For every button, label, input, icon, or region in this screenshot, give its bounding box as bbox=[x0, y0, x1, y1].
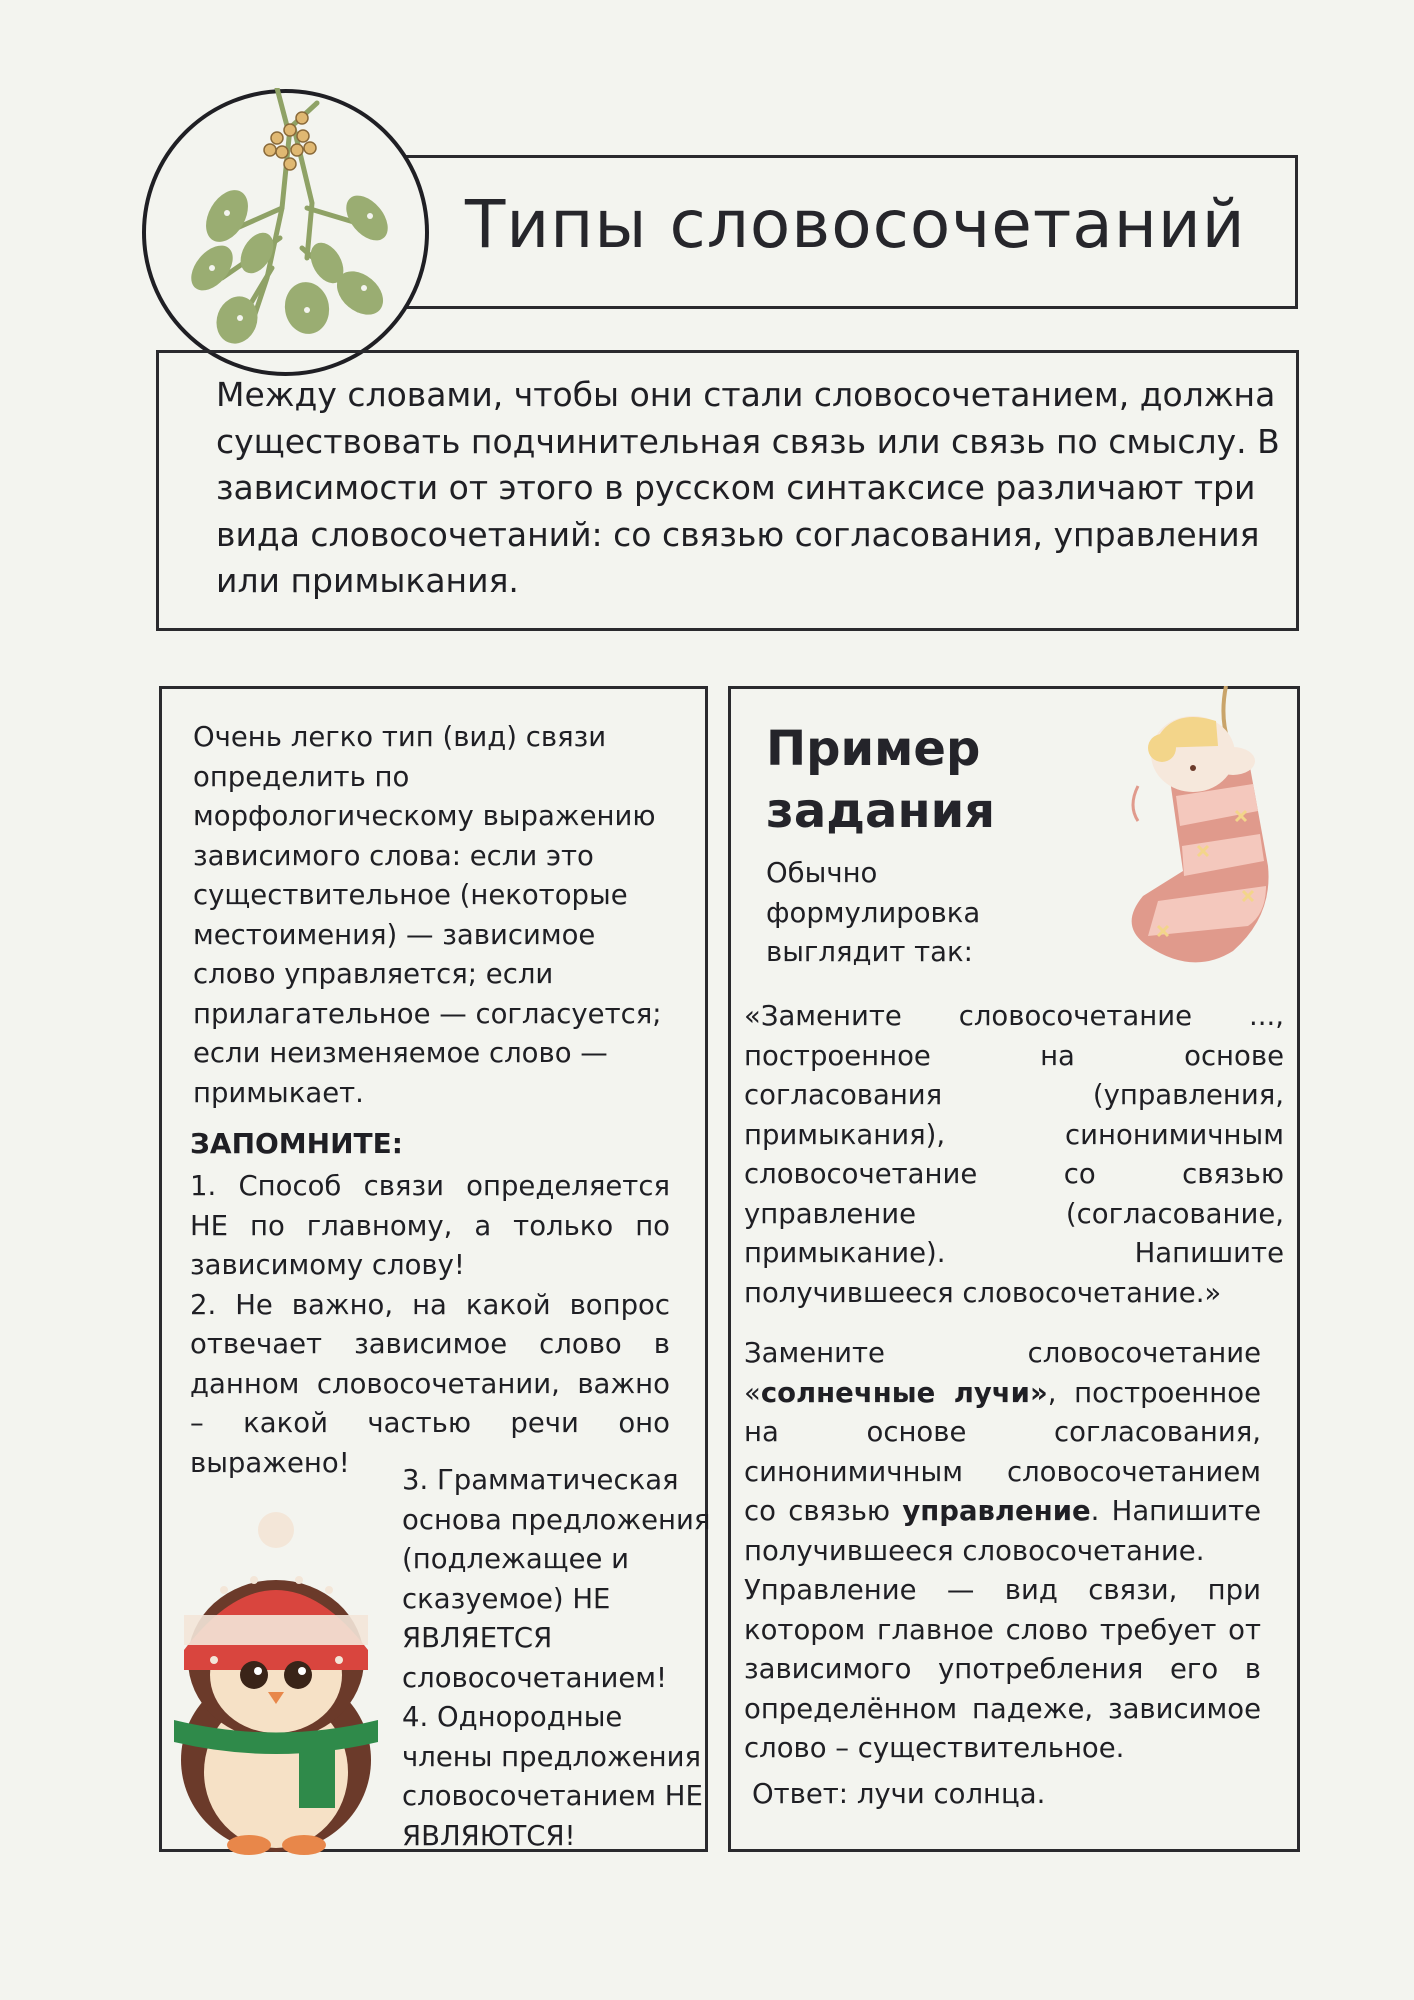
task-part-1: Замените словосочетание « bbox=[744, 1337, 1261, 1409]
task-part-2: , построенное на основе согласования, синонимичным словосочетанием со связью bbox=[744, 1376, 1261, 1527]
remember-heading: ЗАПОМНИТЕ: bbox=[190, 1127, 403, 1160]
task-paragraph bbox=[744, 1334, 1261, 1571]
left-intro-paragraph: Очень легко тип (вид) связи определить по морфологическому выражению зависимого слова: если это существительное (некоторые местоимения) — зависимое слово управляется; если прилагательное — согласуется; если неизменяемое слово — примыкает. bbox=[193, 721, 662, 1109]
mistletoe-icon bbox=[182, 88, 402, 348]
example-heading-line-1: Пример bbox=[766, 721, 981, 777]
penguin-icon bbox=[164, 1510, 389, 1855]
definition-paragraph: Управление — вид связи, при котором главное слово требует от зависимого употребления его в определённом падеже, зависимое слово – существительное. bbox=[744, 1574, 1261, 1764]
example-subtext: Обычно формулировка выглядит так: bbox=[766, 857, 981, 968]
rule-4: 4. Однородные члены предложения словосочетанием НЕ ЯВЛЯЮТСЯ! bbox=[402, 1701, 703, 1852]
task-quote: «Замените словосочетание ..., построенное на основе согласования (управления, примыкания), синонимичным словосочетание со связью управление (согласование, примыкание). Напишите получившееся словосочетание.» bbox=[744, 1000, 1284, 1309]
task-link-type: управление bbox=[902, 1495, 1091, 1527]
task-phrase: солнечные лучи» bbox=[760, 1376, 1048, 1409]
page-title: Типы словосочетаний bbox=[465, 186, 1246, 263]
rules-list bbox=[190, 1167, 670, 1483]
rules-list-continued bbox=[402, 1461, 712, 1856]
stocking-with-mouse-icon bbox=[1098, 686, 1288, 966]
rule-1: 1. Способ связи определяется НЕ по главному, а только по зависимому слову! bbox=[190, 1170, 670, 1281]
rule-2: 2. Не важно, на какой вопрос отвечает зависимое слово в данном словосочетании, важно – какой частью речи оно выражено! bbox=[190, 1288, 670, 1479]
rule-3: 3. Грамматическая основа предложения (подлежащее и сказуемое) НЕ ЯВЛЯЕТСЯ словосочетанием! bbox=[402, 1464, 711, 1694]
task-example bbox=[744, 1334, 1261, 1769]
example-heading bbox=[766, 718, 995, 842]
answer-text: Ответ: лучи солнца. bbox=[752, 1778, 1046, 1810]
task-part-3: . Напишите получившееся словосочетание. bbox=[744, 1495, 1262, 1567]
example-heading-line-2: задания bbox=[766, 783, 996, 839]
intro-paragraph: Между словами, чтобы они стали словосочетанием, должна существовать подчинительная связь или связь по смыслу. В зависимости от этого в русском синтаксисе различают три вида словосочетаний: со связью согласования, управления или примыкания. bbox=[216, 375, 1280, 600]
